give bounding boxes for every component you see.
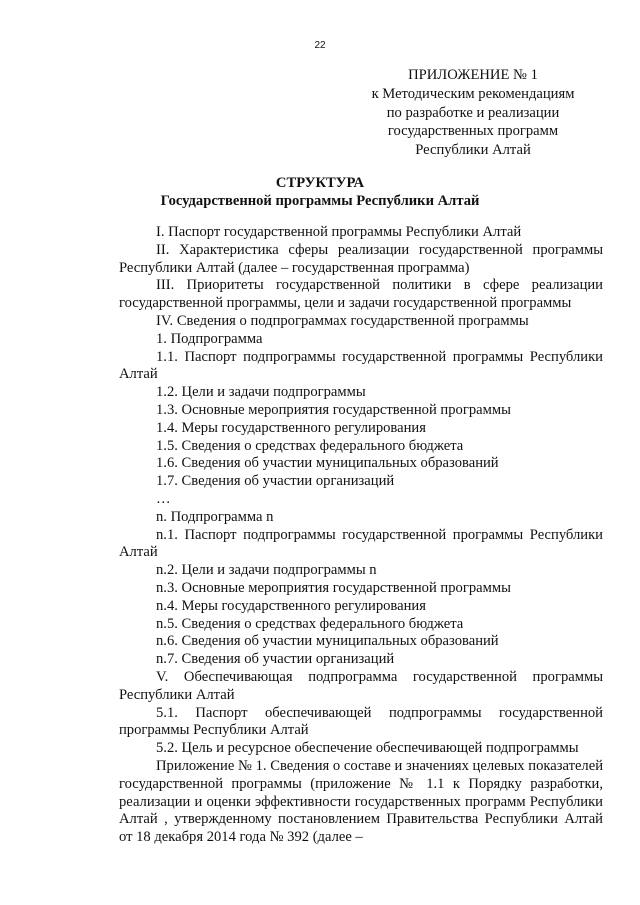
page-number: 22 [314,40,326,51]
list-item: 1.1. Паспорт подпрограммы государственной программы Республики Алтай [119,348,603,383]
list-item: I. Паспорт государственной программы Республики Алтай [156,224,522,240]
list-ellipsis: … [156,490,171,507]
title-subtitle: Государственной программы Республики Алтай [160,193,480,209]
list-item: n.4. Меры государственного регулирования [156,597,426,614]
list-item: 1.2. Цели и задачи подпрограммы [156,384,366,401]
list-item: n.5. Сведения о средствах федерального бюджета [156,615,464,632]
list-item: n.7. Сведения об участии организаций [156,651,395,668]
list-item: Приложение № 1. Сведения о составе и значениях целевых показателей государственной программы (приложение № 1.1 к Порядку разработки, реализации и оценки эффективности государственных программ Республики Алтай , утвержденному постановлением Правительства Республики Алтай от 18 декабря 2014 года № 392 (далее – [119,757,603,846]
list-item: n.6. Сведения об участии муниципальных образований [156,633,499,650]
list-item: V. Обеспечивающая подпрограмма государственной программы Республики Алтай [119,668,603,703]
appendix-line: по разработке и реализации [386,104,560,121]
list-item: 1.7. Сведения об участии организаций [156,473,395,490]
list-item: n.1. Паспорт подпрограммы государственной программы Республики Алтай [119,526,603,561]
list-item: 1.4. Меры государственного регулирования [156,419,426,436]
list-item: n.2. Цели и задачи подпрограммы n [156,562,377,579]
list-item: n. Подпрограмма n [156,508,274,525]
appendix-title: ПРИЛОЖЕНИЕ № 1 [408,67,538,83]
appendix-line: Республики Алтай [415,142,531,159]
list-item: 5.2. Цель и ресурсное обеспечение обеспечивающей подпрограммы [156,740,579,757]
list-item: 5.1. Паспорт обеспечивающей подпрограммы государственной программы Республики Алтай [119,704,603,739]
appendix-header [343,66,603,160]
list-item: 1.3. Основные мероприятия государственной программы [156,401,511,418]
list-item: III. Приоритеты государственной политики в сфере реализации государственной программы, цели и задачи государственной программы [119,277,603,312]
document-title [0,174,640,210]
appendix-line: к Методическим рекомендациям [371,85,575,102]
list-item: n.3. Основные мероприятия государственной программы [156,579,511,596]
list-item: 1.5. Сведения о средствах федерального бюджета [156,437,464,454]
list-item: 1.6. Сведения об участии муниципальных образований [156,455,499,472]
list-item: 1. Подпрограмма [156,330,263,347]
list-item: II. Характеристика сферы реализации государственной программы Республики Алтай (далее – государственная программа) [119,241,603,276]
list-item: IV. Сведения о подпрограммах государственной программы [156,312,529,329]
appendix-line: государственных программ [387,123,559,140]
structure-list [119,224,603,847]
title-structure: СТРУКТУРА [275,175,365,191]
